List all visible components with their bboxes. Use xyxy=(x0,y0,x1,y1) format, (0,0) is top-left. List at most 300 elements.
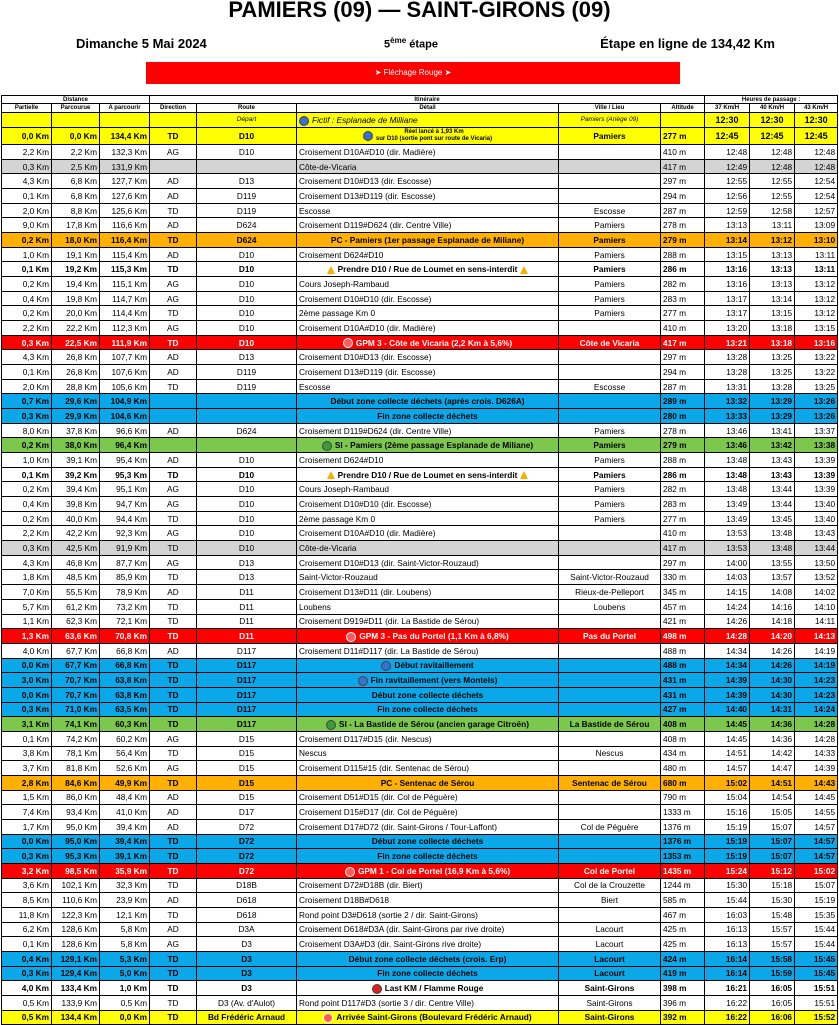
direction-cell: TD xyxy=(150,717,197,732)
altitude-cell: 410 m xyxy=(661,321,705,336)
detail-text: Début zone collecte déchets xyxy=(371,836,484,847)
time-43-cell: 14:02 xyxy=(795,585,838,600)
time-37-cell: 12:56 xyxy=(705,189,750,204)
direction-cell: TD xyxy=(150,878,197,893)
direction-cell: AD xyxy=(150,350,197,365)
time-43-cell: 15:02 xyxy=(795,863,838,878)
detail-cell xyxy=(297,394,559,409)
detail-text: Nescus xyxy=(299,748,327,759)
detail-text: Croisement D10#D13 (dir. Saint-Victor-Rouzaud) xyxy=(299,557,479,568)
detail-text: GPM 1 - Col de Portel (16,9 Km à 5,6%) xyxy=(357,865,511,876)
detail-text: Croisement D624#D10 xyxy=(299,454,384,465)
parcourue-cell: 122,3 Km xyxy=(52,907,100,922)
route-cell: D10 xyxy=(197,335,297,350)
partielle-cell: 0,3 Km xyxy=(2,409,52,424)
time-43-cell: 13:09 xyxy=(795,218,838,233)
altitude-cell: 457 m xyxy=(661,599,705,614)
parcourue-cell: 20,0 Km xyxy=(52,306,100,321)
a-parcourir-cell: 95,4 Km xyxy=(100,453,150,468)
stage-number: 5ème étape xyxy=(384,36,438,51)
time-43-cell: 12:54 xyxy=(795,189,838,204)
detail-text: Croisement D10#D10 (dir. Escosse) xyxy=(299,498,432,509)
a-parcourir-cell: 105,6 Km xyxy=(100,379,150,394)
detail-cell xyxy=(297,731,559,746)
time-40-cell: 13:18 xyxy=(750,335,795,350)
a-parcourir-cell: 52,6 Km xyxy=(100,761,150,776)
route-cell: D11 xyxy=(197,599,297,614)
header-speed-43: 43 Km/H xyxy=(795,104,838,113)
time-43-cell: 15:45 xyxy=(795,966,838,981)
detail-text: Croisement D17#D72 (dir. Saint-Girons / Tour-Laffont) xyxy=(299,821,498,832)
time-43-cell: 14:13 xyxy=(795,629,838,644)
detail-text: Croisement D13#D11 (dir. Loubens) xyxy=(299,586,432,597)
route-cell: D119 xyxy=(197,365,297,380)
route-cell: D117 xyxy=(197,717,297,732)
route-cell: D13 xyxy=(197,570,297,585)
table-row xyxy=(2,1010,838,1025)
time-37-cell: 16:14 xyxy=(705,951,750,966)
time-37-cell: 14:45 xyxy=(705,717,750,732)
flag-icon xyxy=(372,984,382,994)
altitude-cell: 417 m xyxy=(661,541,705,556)
partielle-cell: 0,1 Km xyxy=(2,731,52,746)
time-43-cell: 12:57 xyxy=(795,203,838,218)
ville-cell xyxy=(559,394,661,409)
a-parcourir-cell: 0,5 Km xyxy=(100,995,150,1010)
partielle-cell: 0,3 Km xyxy=(2,849,52,864)
time-37-cell: 13:46 xyxy=(705,438,750,453)
a-parcourir-cell: 112,3 Km xyxy=(100,321,150,336)
partielle-cell: 4,3 Km xyxy=(2,555,52,570)
altitude-cell: 279 m xyxy=(661,438,705,453)
time-40-cell: 14:08 xyxy=(750,585,795,600)
time-43-cell: 13:37 xyxy=(795,423,838,438)
table-row xyxy=(2,277,838,292)
direction-cell: TD xyxy=(150,262,197,277)
detail-cell xyxy=(297,819,559,834)
parcourue-cell: 19,4 Km xyxy=(52,277,100,292)
info-marker-icon xyxy=(299,116,309,126)
detail-text: Fin zone collecte déchets xyxy=(377,851,478,862)
direction-cell: AG xyxy=(150,482,197,497)
detail-text: Début zone collecte déchets (crois. Erp) xyxy=(348,953,507,964)
direction-cell: AD xyxy=(150,805,197,820)
sprint-marker-icon xyxy=(326,720,336,730)
time-43-cell: 13:39 xyxy=(795,467,838,482)
time-40-cell: 14:18 xyxy=(750,614,795,629)
time-37-cell: 15:19 xyxy=(705,819,750,834)
direction-cell: TD xyxy=(150,599,197,614)
warning-icon xyxy=(327,471,335,479)
direction-cell: TD xyxy=(150,306,197,321)
a-parcourir-cell: 127,6 Km xyxy=(100,189,150,204)
detail-text: Croisement D11#D117 (dir. La Bastide de Sérou) xyxy=(299,645,479,656)
time-43-cell: 13:39 xyxy=(795,482,838,497)
direction-cell: AD xyxy=(150,790,197,805)
table-row xyxy=(2,409,838,424)
route-cell: D10 xyxy=(197,277,297,292)
altitude-cell: 287 m xyxy=(661,203,705,218)
parcourue-cell: 19,8 Km xyxy=(52,291,100,306)
time-37-cell: 14:34 xyxy=(705,658,750,673)
detail-cell xyxy=(297,599,559,614)
a-parcourir-cell: 115,1 Km xyxy=(100,277,150,292)
detail-cell xyxy=(297,555,559,570)
time-40-cell: 13:15 xyxy=(750,306,795,321)
partielle-cell: 1,1 Km xyxy=(2,614,52,629)
table-row xyxy=(2,555,838,570)
time-37-cell: 13:48 xyxy=(705,482,750,497)
time-43-cell: 13:38 xyxy=(795,438,838,453)
table-row xyxy=(2,893,838,908)
time-40-cell: 13:41 xyxy=(750,423,795,438)
parcourue-cell: 39,1 Km xyxy=(52,453,100,468)
a-parcourir-cell: 78,9 Km xyxy=(100,585,150,600)
table-row xyxy=(2,849,838,864)
time-43-cell: 15:44 xyxy=(795,937,838,952)
time-37-cell: 12:48 xyxy=(705,145,750,160)
direction-cell: AD xyxy=(150,453,197,468)
table-row xyxy=(2,379,838,394)
route-cell: D117 xyxy=(197,702,297,717)
table-row xyxy=(2,291,838,306)
time-43-cell: 12:45 xyxy=(795,128,838,145)
route-cell: D72 xyxy=(197,849,297,864)
detail-cell xyxy=(297,174,559,189)
partielle-cell: 0,2 Km xyxy=(2,306,52,321)
table-row xyxy=(2,951,838,966)
ville-cell: Pamiers xyxy=(559,128,661,145)
header-partielle: Partielle xyxy=(2,104,52,113)
partielle-cell: 0,4 Km xyxy=(2,951,52,966)
a-parcourir-cell: 115,4 Km xyxy=(100,247,150,262)
partielle-cell: 1,0 Km xyxy=(2,247,52,262)
route-cell: D15 xyxy=(197,790,297,805)
altitude-cell: 282 m xyxy=(661,482,705,497)
detail-cell xyxy=(297,335,559,350)
ville-cell: Pamiers xyxy=(559,511,661,526)
time-37-cell: 16:13 xyxy=(705,937,750,952)
altitude-cell: 434 m xyxy=(661,746,705,761)
ville-cell: Lacourt xyxy=(559,951,661,966)
detail-cell xyxy=(297,526,559,541)
ville-cell xyxy=(559,731,661,746)
a-parcourir-cell: 94,7 Km xyxy=(100,497,150,512)
direction-cell: TD xyxy=(150,834,197,849)
table-row xyxy=(2,203,838,218)
ville-cell xyxy=(559,189,661,204)
table-row xyxy=(2,687,838,702)
parcourue-cell: 39,8 Km xyxy=(52,497,100,512)
altitude-cell: 498 m xyxy=(661,629,705,644)
altitude-cell: 398 m xyxy=(661,981,705,996)
route-cell xyxy=(197,394,297,409)
parcourue-cell: 128,6 Km xyxy=(52,937,100,952)
altitude-cell: 480 m xyxy=(661,761,705,776)
time-40-cell: 13:48 xyxy=(750,541,795,556)
altitude-cell: 417 m xyxy=(661,335,705,350)
route-cell: D3 (Av. d'Aulot) xyxy=(197,995,297,1010)
route-cell: D72 xyxy=(197,863,297,878)
ville-cell: Pamiers (Ariège 09) xyxy=(559,113,661,128)
direction-cell: AG xyxy=(150,277,197,292)
time-40-cell: 13:13 xyxy=(750,247,795,262)
direction-cell xyxy=(150,438,197,453)
header-itineraire: Itinéraire xyxy=(150,96,705,104)
table-row xyxy=(2,775,838,790)
time-43-cell: 12:54 xyxy=(795,174,838,189)
ville-cell: La Bastide de Sérou xyxy=(559,717,661,732)
detail-text: Cours Joseph-Rambaud xyxy=(299,484,389,495)
time-37-cell: 13:48 xyxy=(705,467,750,482)
detail-cell xyxy=(297,128,559,145)
time-37-cell: 12:30 xyxy=(705,113,750,128)
partielle-cell: 0,5 Km xyxy=(2,995,52,1010)
time-40-cell: 16:05 xyxy=(750,981,795,996)
partielle-cell: 1,0 Km xyxy=(2,453,52,468)
table-row xyxy=(2,629,838,644)
time-43-cell: 13:40 xyxy=(795,497,838,512)
detail-cell xyxy=(297,467,559,482)
time-37-cell: 16:13 xyxy=(705,922,750,937)
altitude-cell: 680 m xyxy=(661,775,705,790)
detail-cell xyxy=(297,247,559,262)
direction-cell: AD xyxy=(150,643,197,658)
route-cell: D15 xyxy=(197,761,297,776)
detail-text: Croisement D10A#D10 (dir. Madière) xyxy=(299,146,436,157)
direction-cell: AD xyxy=(150,218,197,233)
time-40-cell: 13:43 xyxy=(750,467,795,482)
partielle-cell: 2,0 Km xyxy=(2,379,52,394)
parcourue-cell: 2,5 Km xyxy=(52,159,100,174)
a-parcourir-cell: 39,1 Km xyxy=(100,849,150,864)
a-parcourir-cell: 12,1 Km xyxy=(100,907,150,922)
time-40-cell: 15:07 xyxy=(750,819,795,834)
ville-cell xyxy=(559,834,661,849)
direction-cell xyxy=(150,113,197,128)
altitude-cell: 1353 m xyxy=(661,849,705,864)
signage-banner: ➤ Fléchage Rouge ➤ xyxy=(146,62,680,84)
parcourue-cell: 22,5 Km xyxy=(52,335,100,350)
detail-text: Croisement D15#D17 (dir. Col de Péguère) xyxy=(299,807,458,818)
a-parcourir-cell: 63,5 Km xyxy=(100,702,150,717)
table-row xyxy=(2,321,838,336)
detail-text: Fictif : Esplanade de Milliane xyxy=(312,115,418,125)
a-parcourir-cell: 63,8 Km xyxy=(100,673,150,688)
altitude-cell: 1376 m xyxy=(661,834,705,849)
direction-cell: TD xyxy=(150,128,197,145)
detail-text: Last KM / Flamme Rouge xyxy=(384,983,484,994)
direction-cell: AD xyxy=(150,819,197,834)
a-parcourir-cell: 66,8 Km xyxy=(100,643,150,658)
partielle-cell: 7,4 Km xyxy=(2,805,52,820)
direction-cell: AG xyxy=(150,761,197,776)
parcourue-cell: 74,2 Km xyxy=(52,731,100,746)
parcourue-cell: 95,0 Km xyxy=(52,834,100,849)
altitude-cell: 286 m xyxy=(661,262,705,277)
time-43-cell: 13:12 xyxy=(795,306,838,321)
time-37-cell: 14:00 xyxy=(705,555,750,570)
route-cell: D10 xyxy=(197,128,297,145)
ville-cell xyxy=(559,702,661,717)
time-37-cell: 14:51 xyxy=(705,746,750,761)
route-cell: D3 xyxy=(197,951,297,966)
partielle-cell: 8,0 Km xyxy=(2,423,52,438)
detail-text: Côte-de-Vicaria xyxy=(299,161,357,172)
detail-text: Croisement D10#D13 (dir. Escosse) xyxy=(299,176,432,187)
time-40-cell: 12:58 xyxy=(750,203,795,218)
ville-cell: Pamiers xyxy=(559,277,661,292)
detail-text: Croisement D624#D10 xyxy=(299,249,384,260)
detail-cell xyxy=(297,365,559,380)
partielle-cell: 1,7 Km xyxy=(2,819,52,834)
route-cell: D624 xyxy=(197,233,297,248)
parcourue-cell: 62,3 Km xyxy=(52,614,100,629)
partielle-cell: 0,0 Km xyxy=(2,687,52,702)
partielle-cell: 3,1 Km xyxy=(2,717,52,732)
time-43-cell: 13:39 xyxy=(795,453,838,468)
partielle-cell: 0,1 Km xyxy=(2,189,52,204)
ville-cell xyxy=(559,159,661,174)
ville-cell: Nescus xyxy=(559,746,661,761)
time-37-cell: 12:55 xyxy=(705,174,750,189)
time-43-cell: 14:19 xyxy=(795,643,838,658)
detail-cell xyxy=(297,775,559,790)
time-43-cell: 14:39 xyxy=(795,761,838,776)
warning-icon xyxy=(327,266,335,274)
partielle-cell: 0,3 Km xyxy=(2,966,52,981)
time-37-cell: 12:59 xyxy=(705,203,750,218)
a-parcourir-cell: 115,3 Km xyxy=(100,262,150,277)
page-title: PAMIERS (09) — SAINT-GIRONS (09) xyxy=(228,0,611,22)
route-cell: D3 xyxy=(197,981,297,996)
time-40-cell: 15:05 xyxy=(750,805,795,820)
direction-cell: TD xyxy=(150,995,197,1010)
time-43-cell: 14:57 xyxy=(795,834,838,849)
table-row xyxy=(2,159,838,174)
time-40-cell: 15:12 xyxy=(750,863,795,878)
direction-cell: TD xyxy=(150,467,197,482)
detail-cell xyxy=(297,761,559,776)
route-cell xyxy=(197,438,297,453)
route-cell: D10 xyxy=(197,511,297,526)
time-40-cell: 13:55 xyxy=(750,555,795,570)
direction-cell xyxy=(150,159,197,174)
time-40-cell: 13:45 xyxy=(750,511,795,526)
table-row xyxy=(2,643,838,658)
route-cell: D10 xyxy=(197,526,297,541)
time-40-cell: 13:18 xyxy=(750,321,795,336)
a-parcourir-cell: 5,8 Km xyxy=(100,937,150,952)
time-43-cell: 12:48 xyxy=(795,145,838,160)
a-parcourir-cell: 96,6 Km xyxy=(100,423,150,438)
detail-text: PC - Pamiers (1er passage Esplanade de Miliane) xyxy=(330,234,525,245)
a-parcourir-cell: 23,9 Km xyxy=(100,893,150,908)
header-heures: Heures de passage : xyxy=(705,96,838,104)
detail-cell xyxy=(297,746,559,761)
parcourue-cell: 26,8 Km xyxy=(52,365,100,380)
altitude-cell: 289 m xyxy=(661,394,705,409)
time-43-cell: 15:51 xyxy=(795,981,838,996)
time-40-cell: 15:18 xyxy=(750,878,795,893)
detail-text: Arrivée Saint-Girons (Boulevard Frédéric Arnaud) xyxy=(336,1012,532,1023)
parcourue-cell: 78,1 Km xyxy=(52,746,100,761)
a-parcourir-cell: 60,3 Km xyxy=(100,717,150,732)
time-37-cell: 13:53 xyxy=(705,541,750,556)
time-40-cell: 14:31 xyxy=(750,702,795,717)
time-40-cell: 14:36 xyxy=(750,717,795,732)
detail-cell xyxy=(297,878,559,893)
parcourue-cell: 95,0 Km xyxy=(52,819,100,834)
time-43-cell: 14:55 xyxy=(795,805,838,820)
detail-cell xyxy=(297,541,559,556)
direction-cell: TD xyxy=(150,702,197,717)
time-43-cell: 15:51 xyxy=(795,995,838,1010)
a-parcourir-cell: 114,4 Km xyxy=(100,306,150,321)
parcourue-cell: 48,5 Km xyxy=(52,570,100,585)
header-distance: Distance xyxy=(2,96,150,104)
detail-cell xyxy=(297,951,559,966)
altitude-cell: 294 m xyxy=(661,189,705,204)
detail-cell xyxy=(297,291,559,306)
route-cell: D15 xyxy=(197,746,297,761)
detail-text: Escosse xyxy=(299,205,331,216)
a-parcourir-cell: 107,7 Km xyxy=(100,350,150,365)
table-row xyxy=(2,995,838,1010)
detail-text: PC - Sentenac de Sérou xyxy=(380,777,475,788)
altitude-cell: 424 m xyxy=(661,951,705,966)
ville-cell xyxy=(559,907,661,922)
ville-cell xyxy=(559,805,661,820)
altitude-cell: 280 m xyxy=(661,409,705,424)
direction-cell: AG xyxy=(150,731,197,746)
partielle-cell: 0,2 Km xyxy=(2,277,52,292)
a-parcourir-cell: 39,4 Km xyxy=(100,819,150,834)
direction-cell: AG xyxy=(150,497,197,512)
time-37-cell: 13:17 xyxy=(705,306,750,321)
parcourue-cell: 22,2 Km xyxy=(52,321,100,336)
detail-line-2: sur D10 (sortie pont sur route de Vicaria) xyxy=(375,136,493,142)
a-parcourir-cell: 111,9 Km xyxy=(100,335,150,350)
time-40-cell: 13:44 xyxy=(750,497,795,512)
time-37-cell: 13:53 xyxy=(705,526,750,541)
a-parcourir-cell: 56,4 Km xyxy=(100,746,150,761)
route-cell: D10 xyxy=(197,467,297,482)
time-40-cell: 13:44 xyxy=(750,482,795,497)
ville-cell: Escosse xyxy=(559,203,661,218)
route-cell: Bd Frédéric Arnaud xyxy=(197,1010,297,1025)
a-parcourir-cell: 73,2 Km xyxy=(100,599,150,614)
a-parcourir-cell: 95,3 Km xyxy=(100,467,150,482)
detail-text: Rond point D117#D3 (sortie 3 / dir. Centre Ville) xyxy=(299,997,474,1008)
ville-cell: Col de Péguère xyxy=(559,819,661,834)
a-parcourir-cell: 95,1 Km xyxy=(100,482,150,497)
parcourue-cell: 86,0 Km xyxy=(52,790,100,805)
table-row xyxy=(2,306,838,321)
ville-cell xyxy=(559,145,661,160)
route-cell: D10 xyxy=(197,321,297,336)
direction-cell: TD xyxy=(150,379,197,394)
ville-cell xyxy=(559,849,661,864)
a-parcourir-cell: 0,0 Km xyxy=(100,1010,150,1025)
parcourue-cell: 46,8 Km xyxy=(52,555,100,570)
route-cell: D72 xyxy=(197,834,297,849)
detail-cell xyxy=(297,805,559,820)
time-43-cell: 12:30 xyxy=(795,113,838,128)
time-43-cell: 14:43 xyxy=(795,775,838,790)
a-parcourir-cell: 70,8 Km xyxy=(100,629,150,644)
partielle-cell: 3,8 Km xyxy=(2,746,52,761)
